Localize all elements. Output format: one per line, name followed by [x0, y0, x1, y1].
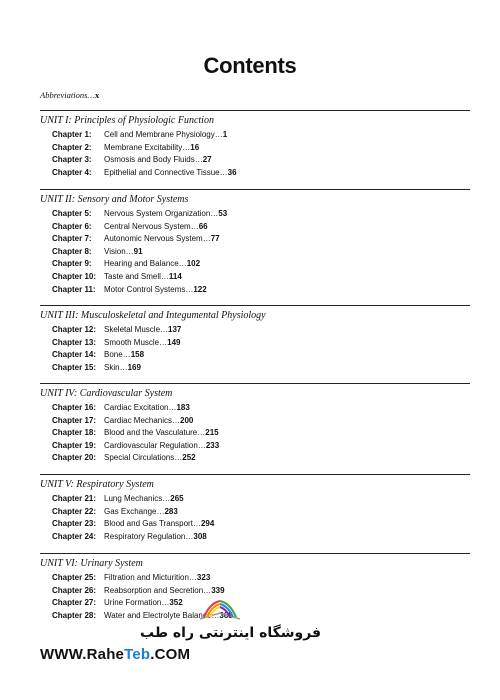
unit-divider: [40, 553, 470, 554]
chapter-page-number: 339: [211, 585, 225, 595]
chapter-label: Chapter 12:: [52, 325, 97, 334]
chapter-title: Smooth Muscle…: [104, 337, 168, 347]
abbreviations-label: Abbreviations…: [40, 90, 95, 100]
chapter-title: Cell and Membrane Physiology…: [104, 130, 223, 139]
page-title: Contents: [203, 53, 297, 78]
chapter-label: Chapter 17:: [52, 415, 97, 425]
unit-title: UNIT I: Principles of Physiologic Function: [40, 115, 214, 126]
chapter-title: Central Nervous System…: [104, 221, 199, 231]
chapter-page-number: 91: [133, 246, 143, 256]
chapter-label: Chapter 13:: [52, 337, 97, 347]
chapter-title: Respiratory Regulation…: [104, 531, 194, 541]
abbreviations-entry[interactable]: [40, 90, 99, 100]
chapter-entry[interactable]: [40, 531, 470, 544]
chapter-page-number: 294: [200, 519, 215, 529]
chapter-entry[interactable]: [40, 440, 470, 453]
chapter-page-number: 36: [227, 167, 237, 177]
chapter-title: Membrane Excitability…: [104, 142, 191, 152]
chapter-title: Bone…: [104, 350, 131, 360]
chapter-entry[interactable]: [40, 402, 470, 415]
chapter-entry[interactable]: [40, 415, 470, 428]
chapter-page-number: 53: [218, 209, 228, 218]
chapter-page-number: 183: [176, 403, 190, 412]
chapter-entry[interactable]: [40, 129, 470, 142]
watermark-persian-text: فروشگاه اینترنتی راه طب: [140, 625, 322, 641]
unit-title: UNIT IV: Cardiovascular System: [40, 388, 173, 399]
chapter-title: Vision…: [104, 246, 134, 256]
chapter-label: Chapter 19:: [52, 440, 97, 450]
chapter-page-number: 149: [167, 337, 181, 347]
chapter-title: Cardiac Mechanics…: [104, 415, 181, 425]
chapter-page-number: 308: [193, 531, 207, 541]
chapter-title: Cardiac Excitation…: [104, 403, 177, 412]
chapter-page-number: 16: [190, 142, 200, 152]
chapter-title: Cardiovascular Regulation…: [104, 440, 206, 450]
chapter-page-number: 215: [205, 428, 219, 438]
chapter-label: Chapter 28:: [52, 610, 97, 620]
chapter-label: Chapter 18:: [52, 428, 97, 438]
chapter-label: Chapter 15:: [52, 362, 97, 372]
chapter-entry[interactable]: [40, 324, 470, 337]
raheteb-watermark[interactable]: [40, 595, 322, 675]
chapter-label: Chapter 10:: [52, 271, 97, 281]
chapter-label: Chapter 1:: [52, 130, 92, 139]
chapter-page-number: 323: [196, 573, 211, 582]
chapter-title: Urine Formation…: [104, 598, 170, 608]
chapter-title: Gas Exchange…: [104, 506, 165, 516]
chapter-label: Chapter 23:: [52, 519, 97, 529]
chapter-page-number: 200: [180, 415, 194, 425]
unit-divider: [40, 383, 470, 384]
chapter-title: Nervous System Organization…: [104, 209, 219, 218]
chapter-label: Chapter 25:: [52, 573, 97, 582]
chapter-page-number: 114: [168, 271, 182, 281]
chapter-title: Osmosis and Body Fluids…: [104, 155, 203, 165]
chapter-title: Blood and the Vasculature…: [104, 428, 206, 438]
chapter-label: Chapter 20:: [52, 453, 97, 463]
chapter-title: Taste and Smell…: [104, 271, 169, 281]
chapter-entry[interactable]: [40, 284, 470, 297]
chapter-entry[interactable]: [40, 167, 470, 180]
chapter-page-number: 283: [164, 506, 178, 516]
open-book-rainbow-icon: [190, 597, 250, 623]
unit-divider: [40, 474, 470, 475]
chapter-label: Chapter 9:: [52, 259, 92, 269]
chapter-entry[interactable]: [40, 506, 470, 519]
chapter-entry[interactable]: [40, 349, 470, 362]
chapter-label: Chapter 6:: [52, 221, 92, 231]
chapter-title: Skeletal Muscle…: [104, 325, 169, 334]
chapter-entry[interactable]: [40, 518, 470, 531]
chapter-entry[interactable]: [40, 258, 470, 271]
chapter-page-number: 265: [170, 494, 184, 503]
unit-divider: [40, 305, 470, 306]
chapter-entry[interactable]: [40, 271, 470, 284]
unit-5-section: [40, 474, 470, 543]
chapter-entry[interactable]: [40, 452, 470, 465]
chapter-label: Chapter 16:: [52, 403, 97, 412]
chapter-title: Blood and Gas Transport…: [104, 519, 201, 529]
chapter-page-number: 77: [210, 234, 220, 244]
chapter-label: Chapter 4:: [52, 167, 92, 177]
chapter-title: Epithelial and Connective Tissue…: [104, 167, 228, 177]
chapter-page-number: 169: [127, 362, 141, 372]
unit-divider: [40, 110, 470, 111]
chapter-page-number: 102: [186, 259, 201, 269]
chapter-page-number: 368: [219, 610, 233, 620]
chapter-entry[interactable]: [40, 572, 470, 585]
watermark-url-part3: .COM: [150, 646, 191, 663]
unit-2-section: [40, 189, 470, 296]
unit-title: UNIT III: Musculoskeletal and Integumental Physiology: [40, 310, 266, 321]
unit-1-section: [40, 110, 470, 179]
chapter-label: Chapter 24:: [52, 531, 97, 541]
chapter-entry[interactable]: [40, 221, 470, 234]
chapter-page-number: 27: [202, 155, 212, 165]
abbreviations-page: x: [94, 90, 100, 100]
chapter-title: Filtration and Micturition…: [104, 573, 197, 582]
chapter-entry[interactable]: [40, 427, 470, 440]
chapter-label: Chapter 21:: [52, 494, 97, 503]
chapter-entry[interactable]: [40, 337, 470, 350]
watermark-url-part1: WWW.Rahe: [40, 646, 125, 663]
chapter-label: Chapter 7:: [52, 234, 92, 244]
chapter-entry[interactable]: [40, 233, 470, 246]
chapter-page-number: 252: [182, 453, 196, 463]
chapter-page-number: 122: [193, 284, 207, 294]
chapter-page-number: 352: [169, 598, 183, 608]
chapter-entry[interactable]: [40, 142, 470, 155]
chapter-label: Chapter 27:: [52, 598, 97, 608]
chapter-entry[interactable]: [40, 362, 470, 375]
watermark-url[interactable]: [40, 646, 190, 663]
unit-title: UNIT V: Respiratory System: [40, 479, 154, 490]
chapter-page-number: 1: [222, 130, 228, 139]
chapter-label: Chapter 14:: [52, 350, 97, 360]
chapter-page-number: 158: [130, 350, 145, 360]
chapter-title: Autonomic Nervous System…: [104, 234, 211, 244]
unit-divider: [40, 189, 470, 190]
unit-title: UNIT II: Sensory and Motor Systems: [40, 194, 189, 205]
chapter-page-number: 233: [205, 440, 220, 450]
chapter-label: Chapter 26:: [52, 585, 97, 595]
chapter-entry[interactable]: [40, 154, 470, 167]
chapter-entry[interactable]: [40, 246, 470, 259]
unit-4-section: [40, 383, 470, 465]
chapter-label: Chapter 2:: [52, 142, 92, 152]
unit-title: UNIT VI: Urinary System: [40, 558, 143, 569]
watermark-url-part2: Teb: [124, 646, 151, 663]
chapter-title: Skin…: [104, 362, 128, 372]
chapter-page-number: 66: [198, 221, 208, 231]
chapter-title: Lung Mechanics…: [104, 494, 171, 503]
chapter-label: Chapter 11:: [52, 284, 96, 294]
chapter-label: Chapter 8:: [52, 246, 92, 256]
chapter-label: Chapter 5:: [52, 209, 92, 218]
chapter-label: Chapter 22:: [52, 506, 97, 516]
unit-3-section: [40, 305, 470, 374]
chapter-title: Water and Electrolyte Balance…: [104, 610, 220, 620]
chapter-page-number: 137: [168, 325, 182, 334]
chapter-title: Motor Control Systems…: [104, 284, 194, 294]
chapter-label: Chapter 3:: [52, 155, 92, 165]
chapter-title: Special Circulations…: [104, 453, 183, 463]
chapter-entry[interactable]: [40, 208, 470, 221]
chapter-title: Reabsorption and Secretion…: [104, 585, 212, 595]
chapter-entry[interactable]: [40, 493, 470, 506]
chapter-title: Hearing and Balance…: [104, 259, 187, 269]
